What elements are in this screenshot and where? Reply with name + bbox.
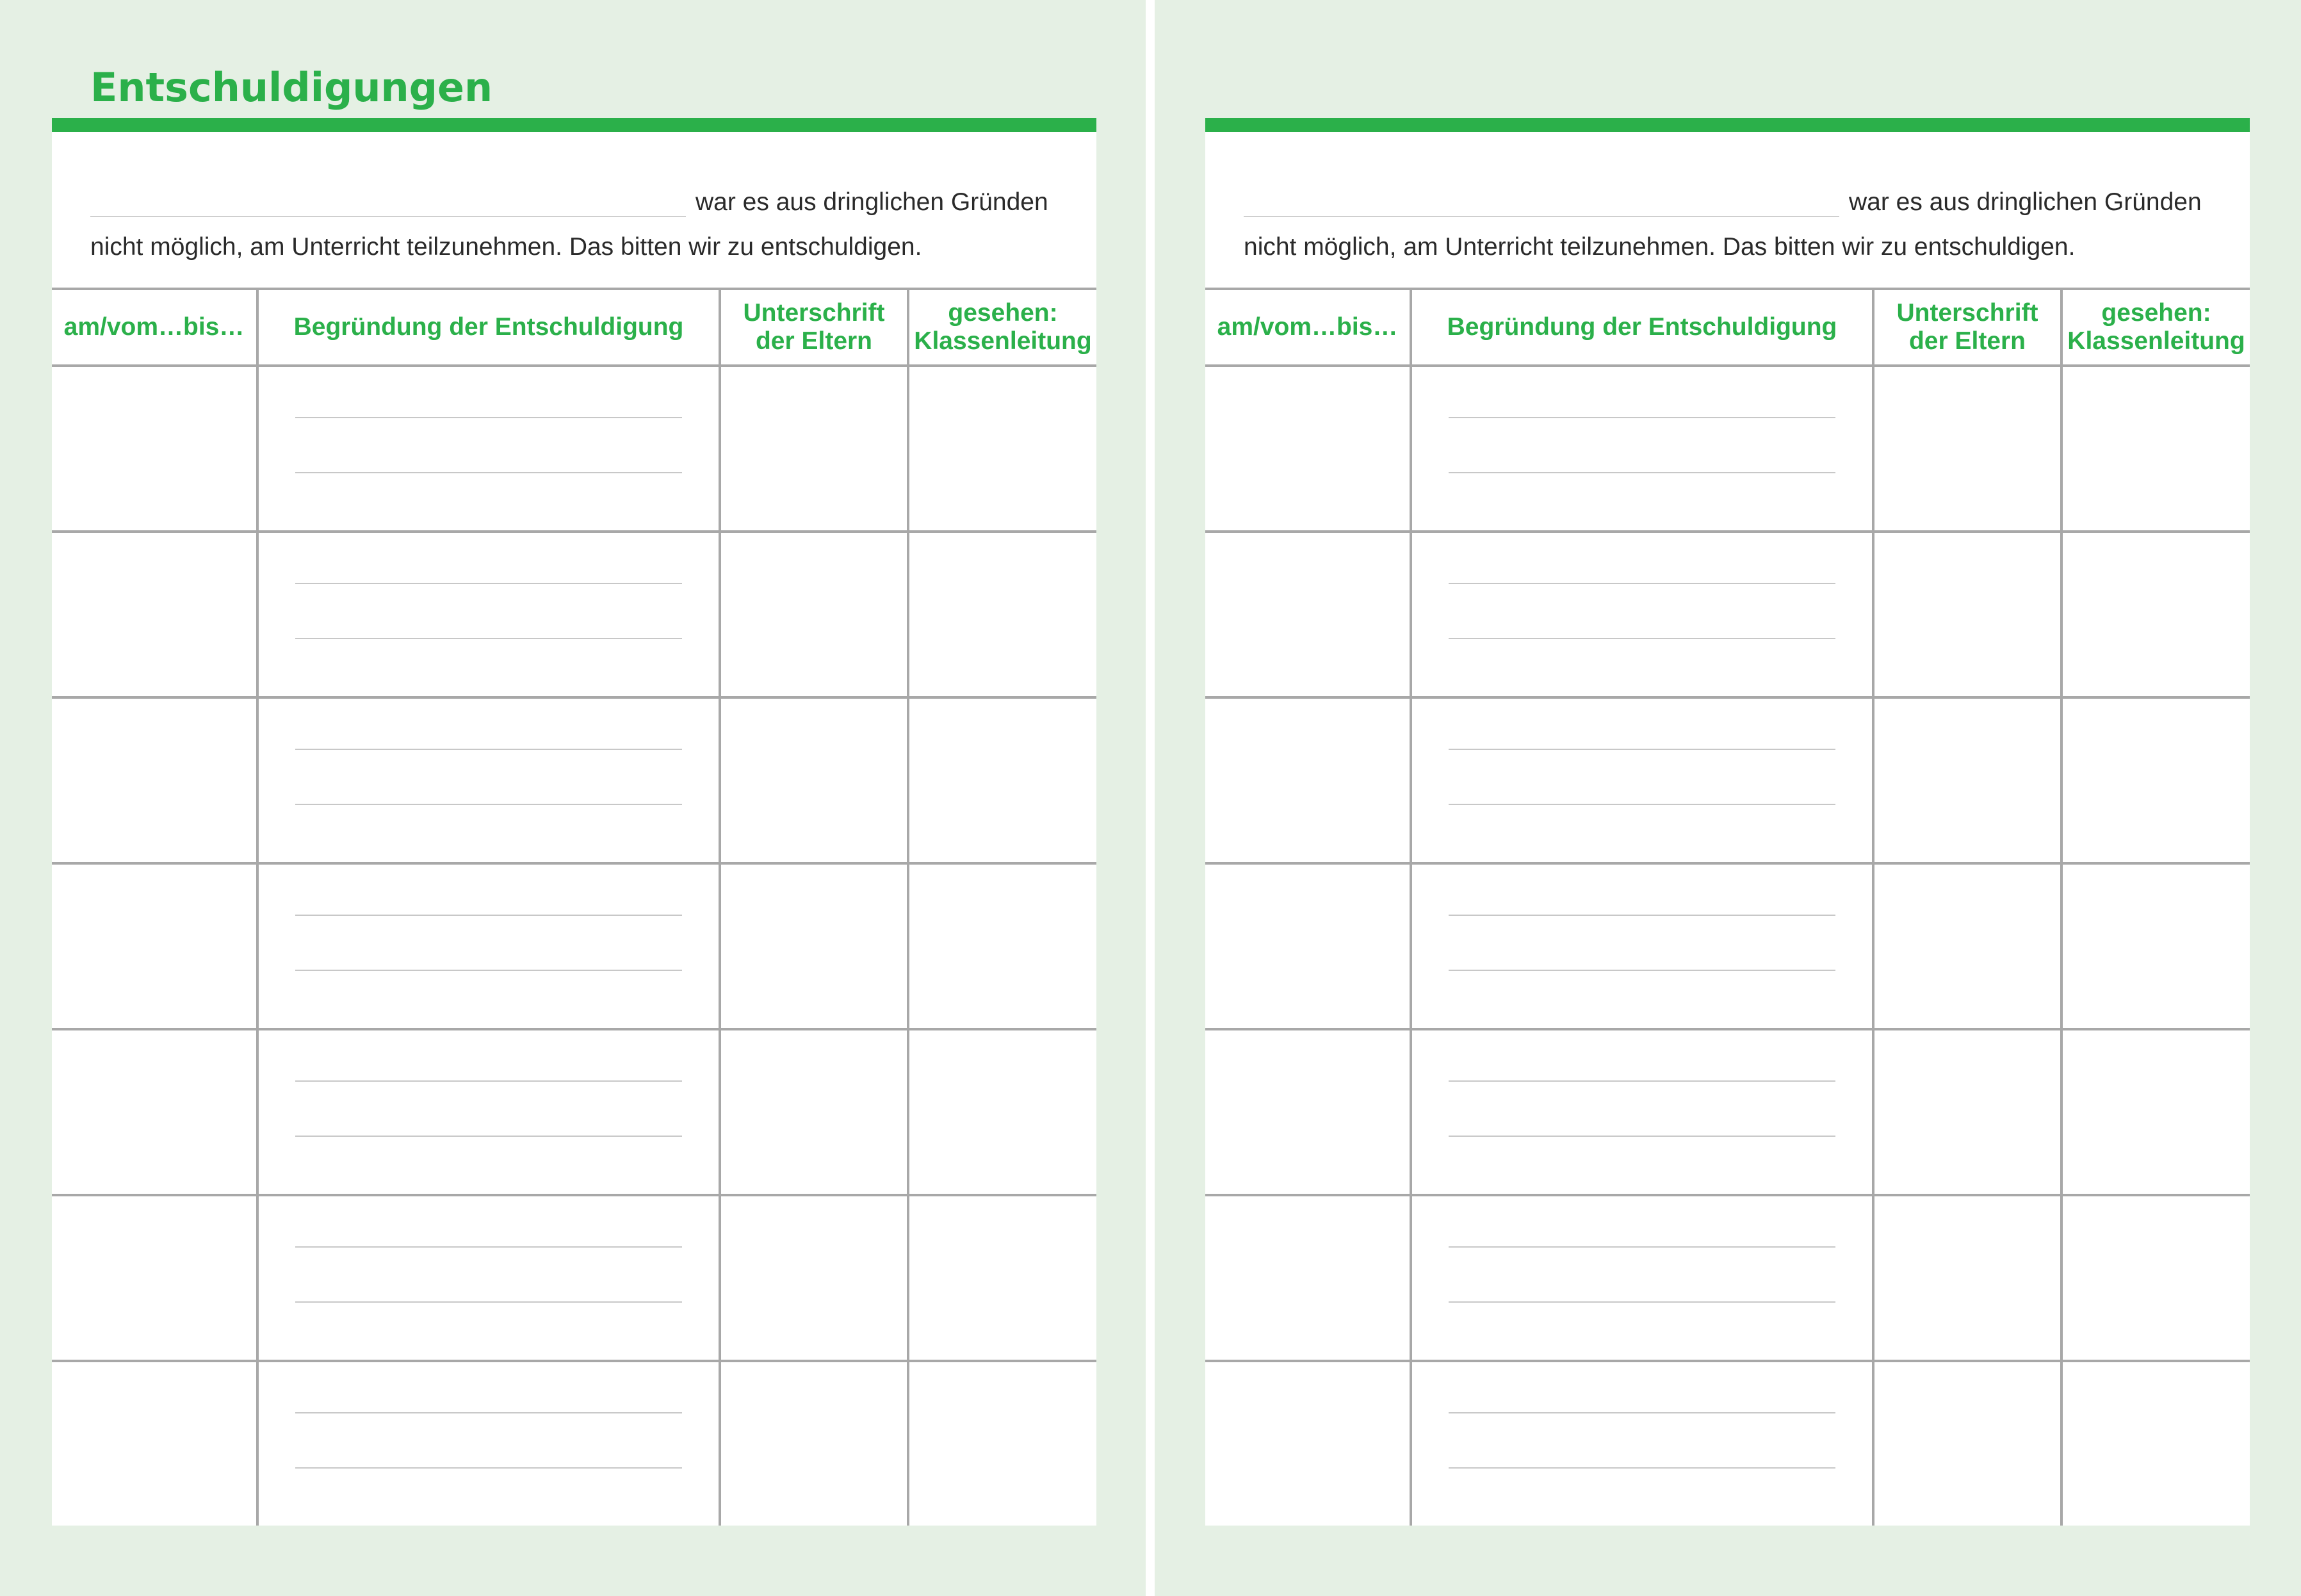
- reason-write-line[interactable]: [295, 1080, 682, 1082]
- reason-write-line[interactable]: [295, 1136, 682, 1137]
- reason-write-line[interactable]: [295, 749, 682, 750]
- row-divider: [52, 1360, 1096, 1362]
- page-title: Entschuldigungen: [90, 64, 493, 111]
- header-date-range: am/vom…bis…: [63, 313, 245, 341]
- row-divider: [52, 530, 1096, 533]
- accent-bar: [1205, 118, 2250, 132]
- reason-write-line[interactable]: [295, 638, 682, 639]
- reason-write-line[interactable]: [1449, 1301, 1835, 1303]
- column-divider: [1410, 290, 1412, 1526]
- reason-write-line[interactable]: [295, 1467, 682, 1469]
- reason-write-line[interactable]: [295, 804, 682, 805]
- row-divider: [1205, 530, 2250, 533]
- row-divider: [1205, 862, 2250, 865]
- column-divider: [256, 290, 259, 1526]
- column-divider: [907, 290, 909, 1526]
- reason-write-line[interactable]: [1449, 1246, 1835, 1248]
- intro-text-line1: war es aus dringlichen Gründen: [1849, 188, 2202, 216]
- name-write-line[interactable]: [90, 216, 686, 217]
- excuse-form-left: [52, 118, 1096, 1526]
- column-divider: [1872, 290, 1874, 1526]
- reason-write-line[interactable]: [1449, 915, 1835, 916]
- row-divider: [52, 696, 1096, 699]
- reason-write-line[interactable]: [1449, 804, 1835, 805]
- reason-write-line[interactable]: [295, 583, 682, 584]
- reason-write-line[interactable]: [295, 915, 682, 916]
- column-divider: [719, 290, 721, 1526]
- excuse-table: [1205, 288, 2250, 1526]
- reason-write-line[interactable]: [295, 1246, 682, 1248]
- header-reason: Begründung der Entschuldigung: [293, 313, 684, 341]
- intro-text-line2: nicht möglich, am Unterricht teilzunehmen. Das bitten wir zu entschuldigen.: [1244, 233, 2076, 261]
- reason-write-line[interactable]: [1449, 638, 1835, 639]
- page-fold-divider: [1146, 0, 1155, 1596]
- header-bottom-border: [1205, 364, 2250, 367]
- row-divider: [1205, 1194, 2250, 1196]
- reason-write-line[interactable]: [1449, 749, 1835, 750]
- header-teacher-seen: gesehen: Klassenleitung: [2067, 299, 2245, 355]
- header-reason: Begründung der Entschuldigung: [1447, 313, 1837, 341]
- excuse-form-right: [1205, 118, 2250, 1526]
- row-divider: [1205, 1360, 2250, 1362]
- header-bottom-border: [52, 364, 1096, 367]
- reason-write-line[interactable]: [1449, 583, 1835, 584]
- header-parent-signature: Unterschrift der Eltern: [743, 299, 885, 355]
- name-write-line[interactable]: [1244, 216, 1839, 217]
- row-divider: [52, 1028, 1096, 1030]
- intro-text-line1: war es aus dringlichen Gründen: [695, 188, 1048, 216]
- reason-write-line[interactable]: [1449, 1136, 1835, 1137]
- header-teacher-seen: gesehen: Klassenleitung: [914, 299, 1092, 355]
- column-divider: [2060, 290, 2063, 1526]
- reason-write-line[interactable]: [1449, 417, 1835, 418]
- row-divider: [1205, 696, 2250, 699]
- reason-write-line[interactable]: [295, 472, 682, 473]
- row-divider: [1205, 1028, 2250, 1030]
- reason-write-line[interactable]: [295, 970, 682, 971]
- reason-write-line[interactable]: [1449, 1467, 1835, 1469]
- excuse-table: [52, 288, 1096, 1526]
- reason-write-line[interactable]: [1449, 1412, 1835, 1413]
- header-parent-signature: Unterschrift der Eltern: [1896, 299, 2038, 355]
- accent-bar: [52, 118, 1096, 132]
- header-date-range: am/vom…bis…: [1217, 313, 1398, 341]
- reason-write-line[interactable]: [295, 1301, 682, 1303]
- row-divider: [52, 862, 1096, 865]
- intro-text-line2: nicht möglich, am Unterricht teilzunehmen. Das bitten wir zu entschuldigen.: [90, 233, 922, 261]
- reason-write-line[interactable]: [295, 1412, 682, 1413]
- row-divider: [52, 1194, 1096, 1196]
- reason-write-line[interactable]: [1449, 472, 1835, 473]
- reason-write-line[interactable]: [1449, 970, 1835, 971]
- reason-write-line[interactable]: [1449, 1080, 1835, 1082]
- reason-write-line[interactable]: [295, 417, 682, 418]
